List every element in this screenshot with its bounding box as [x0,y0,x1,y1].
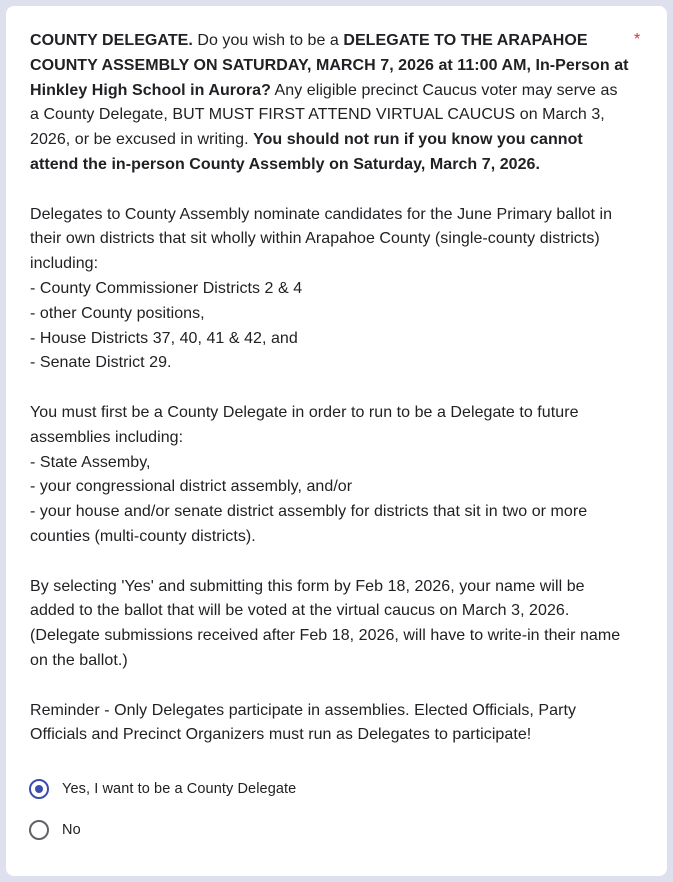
nomination-item: - House Districts 37, 40, 41 & 42, and [30,329,298,347]
future-assemblies-item: - your house and/or senate district assembly for districts that sit in two or more counties (multi-county districts). [30,503,588,545]
radio-option-no[interactable] [29,818,81,842]
radio-option-no-label: No [62,822,81,838]
radio-button-checked-icon[interactable] [29,779,49,799]
nomination-item: - County Commissioner Districts 2 & 4 [30,279,303,297]
radio-button-unchecked-icon[interactable] [29,820,49,840]
intro-bold-warning: You should not run if you know you cannot attend the in-person County Assembly on Saturday, March 7, 2026. [30,131,583,173]
reminder-paragraph: Reminder - Only Delegates participate in assemblies. Elected Officials, Party Officials and Precinct Organizers must run as Delegates to participate! [30,701,577,744]
nomination-paragraph [30,203,630,377]
submission-paragraph: By selecting 'Yes' and submitting this form by Feb 18, 2026, your name will be added to the ballot that will be voted at the virtual caucus on March 3, 2026. (Delegate submissions received after Feb 18, 2026, will have to write-in their name on the ballot.) [30,577,621,669]
intro-paragraph [30,29,630,178]
required-asterisk: * [634,31,641,48]
intro-text-2: Any eligible precinct Caucus voter may serve as a County Delegate, BUT MUST FIRST ATTEND VIRTUAL CAUCUS on March 3, 2026, or be excused in writing. [30,81,618,149]
future-assemblies-lead: You must first be a County Delegate in order to run to be a Delegate to future assemblies including: [30,403,579,446]
future-assemblies-paragraph [30,401,630,550]
question-card [6,6,667,876]
question-text [30,29,630,773]
intro-bold-event: DELEGATE TO THE ARAPAHOE COUNTY ASSEMBLY ON SATURDAY, MARCH 7, 2026 at 11:00 AM, In-Person at Hinkley High School in Aurora? [30,32,629,99]
intro-text-1: Do you wish to be a [192,32,344,49]
nomination-item: - Senate District 29. [30,354,172,372]
radio-option-yes-label: Yes, I want to be a County Delegate [62,781,297,797]
nomination-lead: Delegates to County Assembly nominate candidates for the June Primary ballot in their own districts that sit wholly within Arapahoe County (single-county districts) including: [30,205,613,273]
nomination-item: - other County positions, [30,304,205,322]
radio-option-yes[interactable] [29,777,296,801]
intro-bold-title: COUNTY DELEGATE. [30,32,193,49]
future-assemblies-item: - State Assemby, [30,453,151,471]
future-assemblies-item: - your congressional district assembly, and/or [30,478,353,496]
